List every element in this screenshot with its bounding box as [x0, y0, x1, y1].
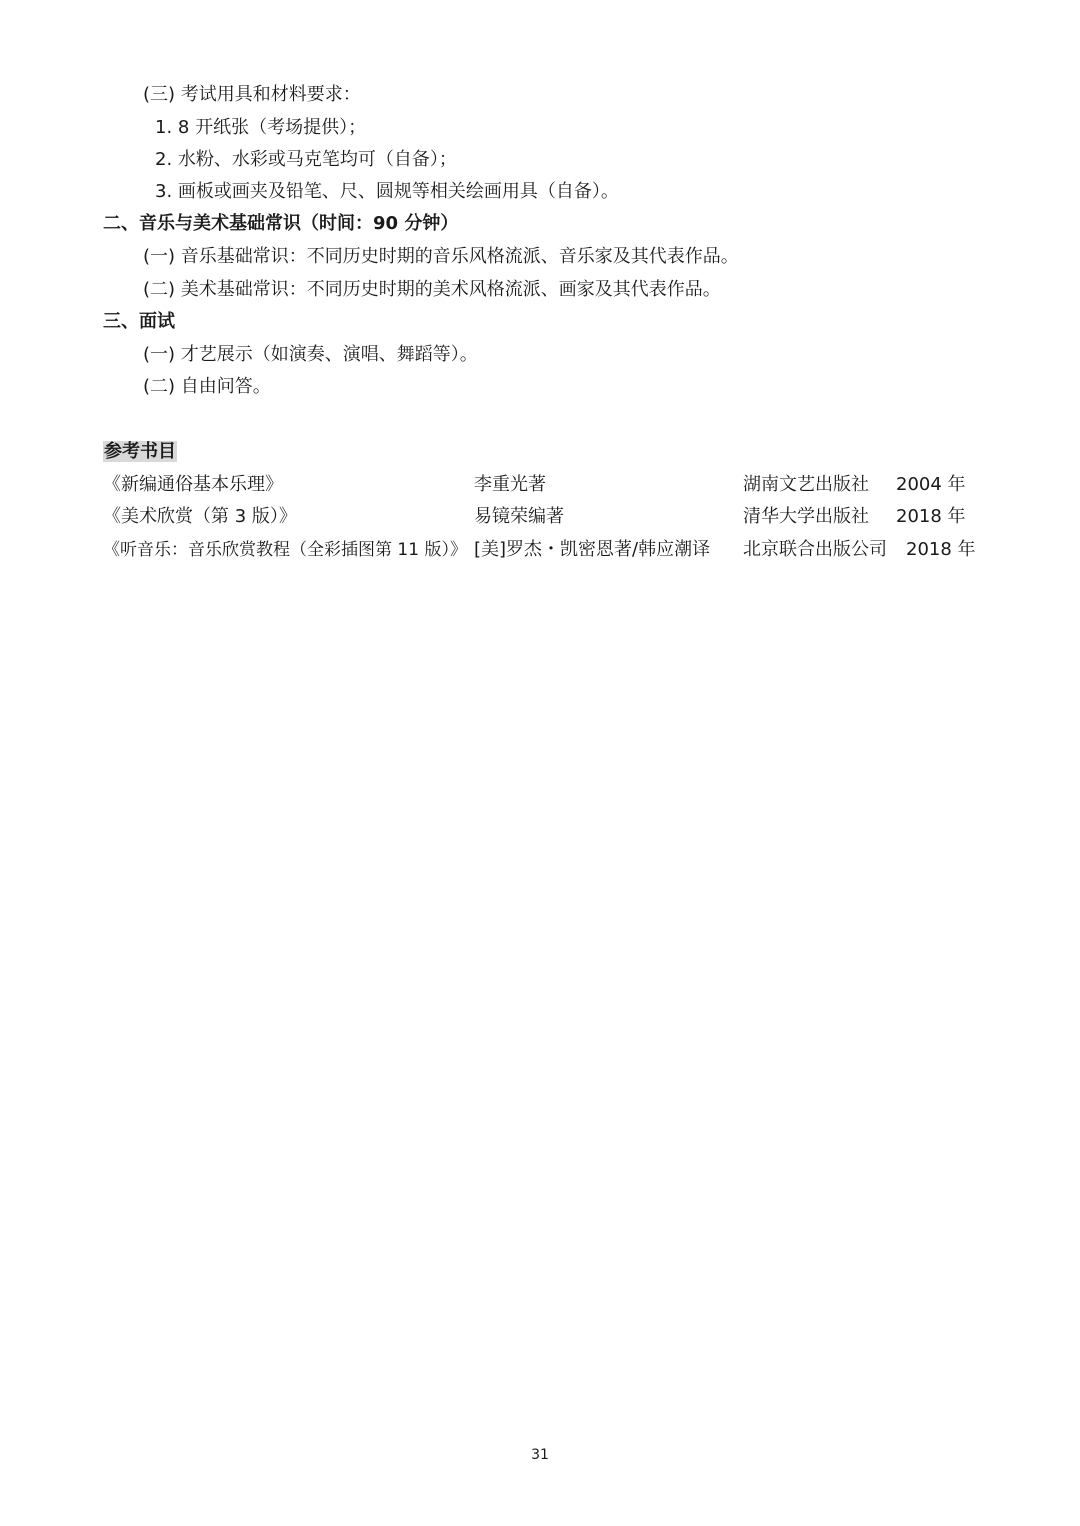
reference-year: 2018 年	[906, 539, 976, 560]
materials-heading: (三) 考试用具和材料要求：	[143, 84, 361, 105]
materials-item: 1. 8 开纸张（考场提供）；	[155, 117, 367, 138]
page-number: 31	[531, 1447, 549, 1463]
reference-author: [美]罗杰・凯密恩著/韩应潮译	[474, 539, 711, 560]
reference-title: 《新编通俗基本乐理》	[103, 474, 283, 495]
section-heading-music-art: 二、音乐与美术基础常识（时间：90 分钟）	[103, 213, 459, 234]
interview-item: (一) 才艺展示（如演奏、演唱、舞蹈等）。	[143, 344, 478, 365]
reference-publisher: 清华大学出版社	[743, 506, 869, 527]
reference-year: 2018 年	[896, 506, 966, 527]
materials-item: 3. 画板或画夹及铅笔、尺、圆规等相关绘画用具（自备）。	[155, 181, 619, 202]
reference-author: 易镜荣编著	[474, 506, 564, 527]
music-art-item: (二) 美术基础常识：不同历史时期的美术风格流派、画家及其代表作品。	[143, 279, 721, 300]
interview-item: (二) 自由问答。	[143, 376, 271, 397]
reference-year: 2004 年	[896, 474, 966, 495]
reference-title: 《听音乐：音乐欣赏教程（全彩插图第 11 版）》	[103, 540, 467, 560]
references-heading-text: 参考书目	[104, 441, 176, 462]
music-art-item: (一) 音乐基础常识：不同历史时期的音乐风格流派、音乐家及其代表作品。	[143, 246, 739, 267]
section-heading-interview: 三、面试	[103, 311, 175, 332]
reference-publisher: 湖南文艺出版社	[743, 474, 869, 495]
reference-publisher: 北京联合出版公司	[743, 539, 887, 560]
reference-title: 《美术欣赏（第 3 版）》	[103, 506, 297, 527]
references-heading	[103, 440, 177, 464]
reference-author: 李重光著	[474, 474, 546, 495]
materials-item: 2. 水粉、水彩或马克笔均可（自备）；	[155, 149, 457, 170]
